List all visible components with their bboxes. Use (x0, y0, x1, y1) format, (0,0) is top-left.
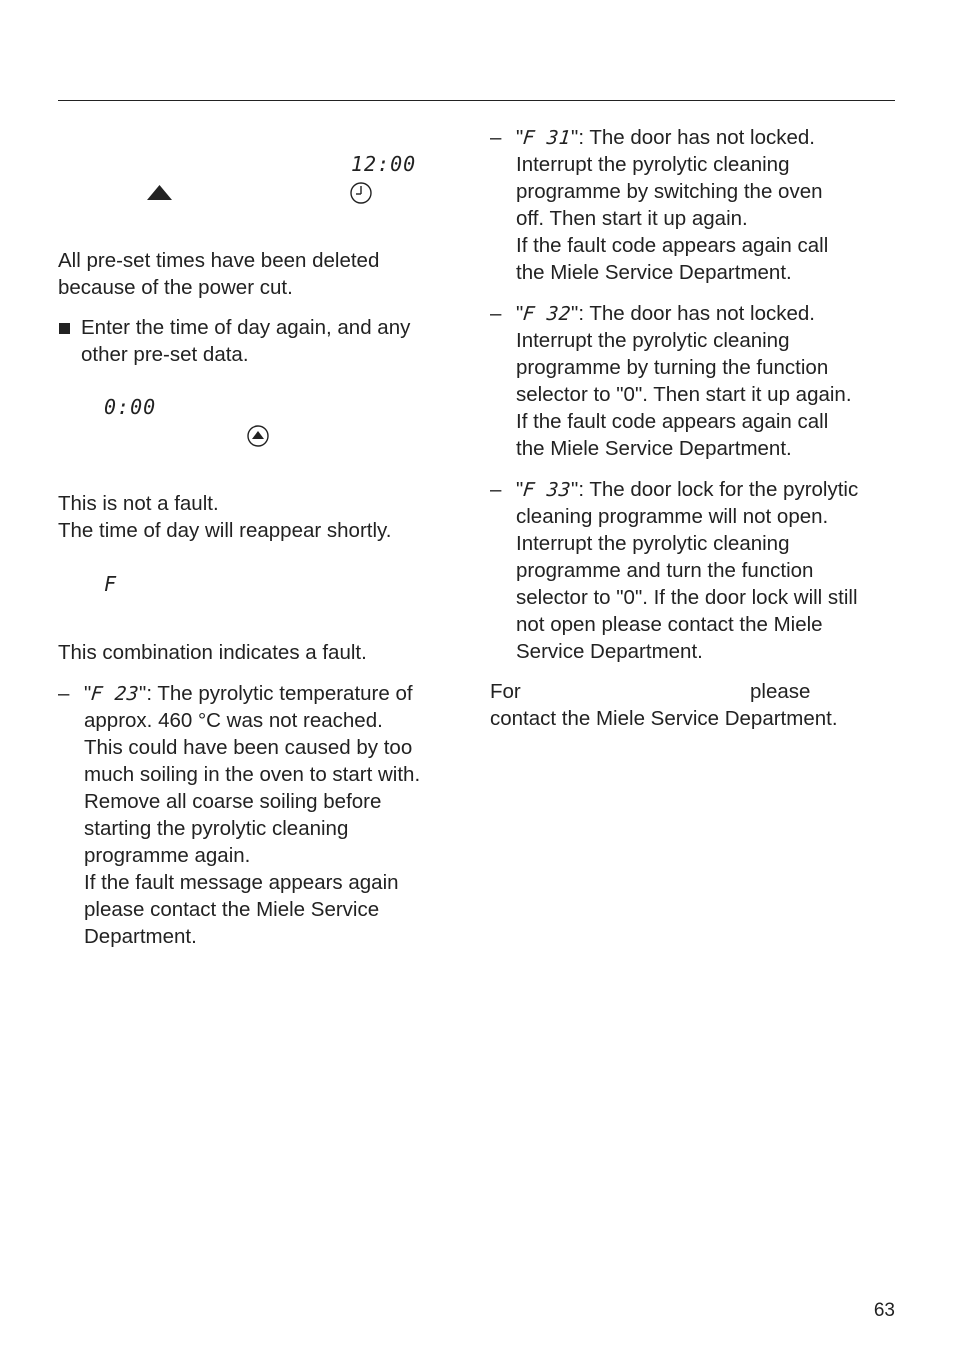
not-fault-line-2: The time of day will reappear shortly. (58, 519, 392, 542)
fault-f33-line-2: cleaning programme will not open. (516, 505, 829, 528)
other-line-2: contact the Miele Service Department. (490, 707, 838, 730)
display-f: F (104, 572, 118, 596)
fault-f23-line-2: approx. 460 °C was not reached. (84, 709, 383, 732)
fault-f32-line-4: selector to "0". Then start it up again. (516, 383, 852, 406)
fault-f32-line-1: "F 32": The door has not locked. (516, 300, 815, 328)
fault-code-f31: F 31 (522, 127, 573, 149)
display-time-zero: 0:00 (104, 395, 157, 419)
up-arrow-icon (147, 185, 172, 201)
step-line-2: other pre-set data. (81, 343, 249, 366)
fault-code-f32: F 32 (522, 303, 573, 325)
fault-f32-line-5: If the fault code appears again call (516, 410, 829, 433)
fault-f31-line-6: the Miele Service Department. (516, 261, 792, 284)
fault-f23-line-1: "F 23": The pyrolytic temperature of (84, 680, 413, 708)
fault-f31-line-4: off. Then start it up again. (516, 207, 748, 230)
other-please: please (750, 680, 811, 703)
fault-f32-line-3: programme by turning the function (516, 356, 829, 379)
fault-f23-line-7: programme again. (84, 844, 251, 867)
power-cut-line-1: All pre-set times have been deleted (58, 249, 380, 272)
list-dash: – (490, 126, 502, 149)
clock-icon (350, 182, 372, 204)
fault-f31-line-1: "F 31": The door has not locked. (516, 124, 815, 152)
fault-f33-line-1: "F 33": The door lock for the pyrolytic (516, 476, 858, 504)
step-line-1: Enter the time of day again, and any (81, 316, 411, 339)
fault-f32-line-6: the Miele Service Department. (516, 437, 792, 460)
circled-up-arrow-icon (247, 425, 269, 447)
fault-f23-line-8: If the fault message appears again (84, 871, 399, 894)
fault-f23-line-4: much soiling in the oven to start with. (84, 763, 421, 786)
fault-intro: This combination indicates a fault. (58, 641, 367, 664)
power-cut-line-2: because of the power cut. (58, 276, 293, 299)
fault-f23-line-9: please contact the Miele Service (84, 898, 380, 921)
list-dash: – (490, 478, 502, 501)
fault-f23-line-3: This could have been caused by too (84, 736, 413, 759)
not-fault-line-1: This is not a fault. (58, 492, 219, 515)
step-bullet (59, 323, 70, 334)
fault-f31-line-2: Interrupt the pyrolytic cleaning (516, 153, 790, 176)
display-time-12: 12:00 (351, 152, 417, 176)
fault-f31-line-5: If the fault code appears again call (516, 234, 829, 257)
list-dash: – (58, 682, 70, 705)
fault-f32-line-2: Interrupt the pyrolytic cleaning (516, 329, 790, 352)
fault-f33-line-7: Service Department. (516, 640, 703, 663)
fault-f23-line-6: starting the pyrolytic cleaning (84, 817, 349, 840)
fault-code-f33: F 33 (522, 479, 573, 501)
list-dash: – (490, 302, 502, 325)
page-number: 63 (873, 1300, 895, 1321)
fault-f23-line-5: Remove all coarse soiling before (84, 790, 382, 813)
fault-code-f23: F 23 (90, 683, 141, 705)
fault-f33-line-5: selector to "0". If the door lock will still (516, 586, 858, 609)
fault-f23-line-10: Department. (84, 925, 197, 948)
fault-f33-line-3: Interrupt the pyrolytic cleaning (516, 532, 790, 555)
fault-f33-line-4: programme and turn the function (516, 559, 814, 582)
header-rule (58, 100, 895, 101)
fault-f33-line-6: not open please contact the Miele (516, 613, 823, 636)
fault-f31-line-3: programme by switching the oven (516, 180, 823, 203)
other-for: For (490, 680, 521, 703)
